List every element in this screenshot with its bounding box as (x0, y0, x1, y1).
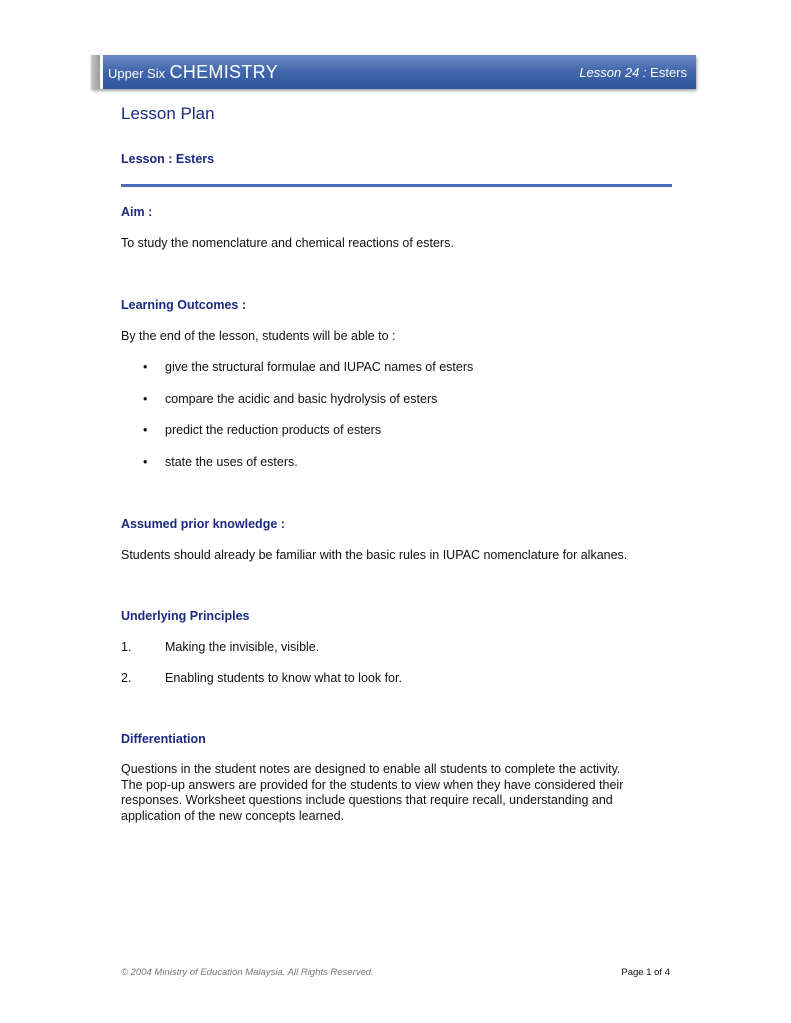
bullet-icon: • (143, 455, 148, 469)
principle-text: Making the invisible, visible. (165, 640, 320, 654)
prior-knowledge-heading: Assumed prior knowledge : (121, 517, 285, 531)
header-lesson-number: Lesson 24 : (579, 65, 647, 80)
learning-outcomes-intro: By the end of the lesson, students will be able to : (121, 329, 396, 343)
aim-text: To study the nomenclature and chemical reactions of esters. (121, 236, 454, 250)
header-lesson (579, 65, 687, 80)
list-item: predict the reduction products of esters (165, 423, 382, 437)
lesson-line: Lesson : Esters (121, 152, 215, 166)
list-item: state the uses of esters. (165, 455, 298, 469)
list-item: compare the acidic and basic hydrolysis of esters (165, 392, 438, 406)
bullet-icon: • (143, 423, 148, 437)
bullet-icon: • (143, 392, 148, 406)
header-gray-stripe (91, 55, 100, 89)
principles-heading: Underlying Principles (121, 609, 250, 623)
footer-copyright: © 2004 Ministry of Education Malaysia. All Rights Reserved. (121, 967, 374, 978)
header-lesson-name: Esters (650, 65, 687, 80)
aim-heading: Aim : (121, 205, 153, 219)
header-level: Upper Six (108, 66, 166, 81)
paragraph-line: responses. Worksheet questions include questions that require recall, understanding and (121, 793, 613, 807)
header-subject: CHEMISTRY (169, 62, 278, 82)
header-course (108, 62, 278, 83)
learning-outcomes-heading: Learning Outcomes : (121, 298, 247, 312)
list-item: give the structural formulae and IUPAC names of esters (165, 360, 474, 374)
prior-knowledge-text: Students should already be familiar with the basic rules in IUPAC nomenclature for alkanes. (121, 548, 628, 562)
bullet-icon: • (143, 360, 148, 374)
paragraph-line: Questions in the student notes are designed to enable all students to complete the activity. (121, 762, 621, 776)
page-title: Lesson Plan (121, 104, 215, 123)
differentiation-heading: Differentiation (121, 732, 206, 746)
principle-number: 1. (121, 640, 132, 654)
paragraph-line: application of the new concepts learned. (121, 808, 345, 823)
differentiation-paragraph (121, 762, 681, 824)
paragraph-line: The pop-up answers are provided for the students to view when they have considered their (121, 777, 624, 792)
header-white-stripe (100, 55, 103, 89)
divider-rule (121, 184, 672, 187)
principle-number: 2. (121, 671, 132, 685)
footer-page-number: Page 1 of 4 (621, 967, 670, 978)
header-banner (91, 55, 696, 89)
principle-text: Enabling students to know what to look for. (165, 671, 402, 685)
